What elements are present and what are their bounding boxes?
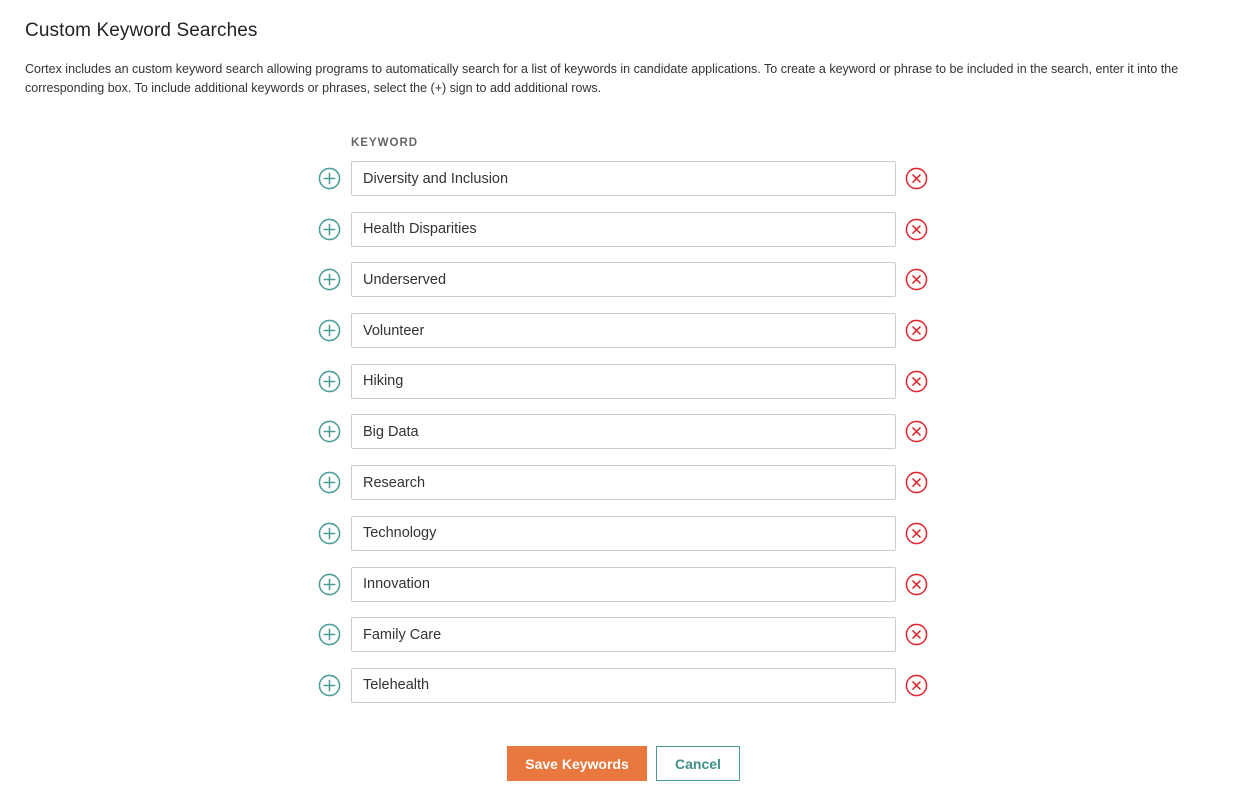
x-circle-icon[interactable] — [905, 522, 928, 545]
keyword-input[interactable] — [351, 617, 896, 652]
x-circle-icon[interactable] — [905, 471, 928, 494]
keyword-row — [318, 567, 938, 602]
keyword-input[interactable] — [351, 262, 896, 297]
keyword-input[interactable] — [351, 313, 896, 348]
cancel-button[interactable]: Cancel — [656, 746, 740, 781]
x-circle-icon[interactable] — [905, 268, 928, 291]
plus-circle-icon[interactable] — [318, 218, 341, 241]
plus-circle-icon[interactable] — [318, 471, 341, 494]
keyword-row — [318, 161, 938, 196]
keyword-row — [318, 313, 938, 348]
keyword-input[interactable] — [351, 567, 896, 602]
x-circle-icon[interactable] — [905, 167, 928, 190]
x-circle-icon[interactable] — [905, 319, 928, 342]
x-circle-icon[interactable] — [905, 623, 928, 646]
keyword-input[interactable] — [351, 212, 896, 247]
plus-circle-icon[interactable] — [318, 167, 341, 190]
keyword-row — [318, 262, 938, 297]
plus-circle-icon[interactable] — [318, 573, 341, 596]
plus-circle-icon[interactable] — [318, 674, 341, 697]
plus-circle-icon[interactable] — [318, 319, 341, 342]
keyword-input[interactable] — [351, 516, 896, 551]
keyword-row — [318, 617, 938, 652]
keyword-list — [318, 161, 938, 719]
x-circle-icon[interactable] — [905, 674, 928, 697]
intro-text: Cortex includes an custom keyword search allowing programs to automatically search for a list of keywords in candidate applications. To create a keyword or phrase to be included in the search, enter it into the corresponding box. To include additional keywords or phrases, select the (+) sign to add additional rows. — [25, 62, 1179, 95]
plus-circle-icon[interactable] — [318, 268, 341, 291]
keyword-row — [318, 668, 938, 703]
x-circle-icon[interactable] — [905, 370, 928, 393]
keyword-input[interactable] — [351, 414, 896, 449]
plus-circle-icon[interactable] — [318, 623, 341, 646]
keyword-input[interactable] — [351, 364, 896, 399]
plus-circle-icon[interactable] — [318, 522, 341, 545]
keyword-input[interactable] — [351, 465, 896, 500]
plus-circle-icon[interactable] — [318, 420, 341, 443]
plus-circle-icon[interactable] — [318, 370, 341, 393]
keyword-input[interactable] — [351, 668, 896, 703]
keyword-row — [318, 516, 938, 551]
x-circle-icon[interactable] — [905, 218, 928, 241]
keyword-row — [318, 212, 938, 247]
keyword-row — [318, 414, 938, 449]
save-keywords-button[interactable]: Save Keywords — [507, 746, 647, 781]
keyword-column-header: KEYWORD — [351, 137, 419, 149]
x-circle-icon[interactable] — [905, 420, 928, 443]
page-title: Custom Keyword Searches — [25, 20, 258, 41]
keyword-row — [318, 465, 938, 500]
x-circle-icon[interactable] — [905, 573, 928, 596]
keyword-row — [318, 364, 938, 399]
keyword-input[interactable] — [351, 161, 896, 196]
